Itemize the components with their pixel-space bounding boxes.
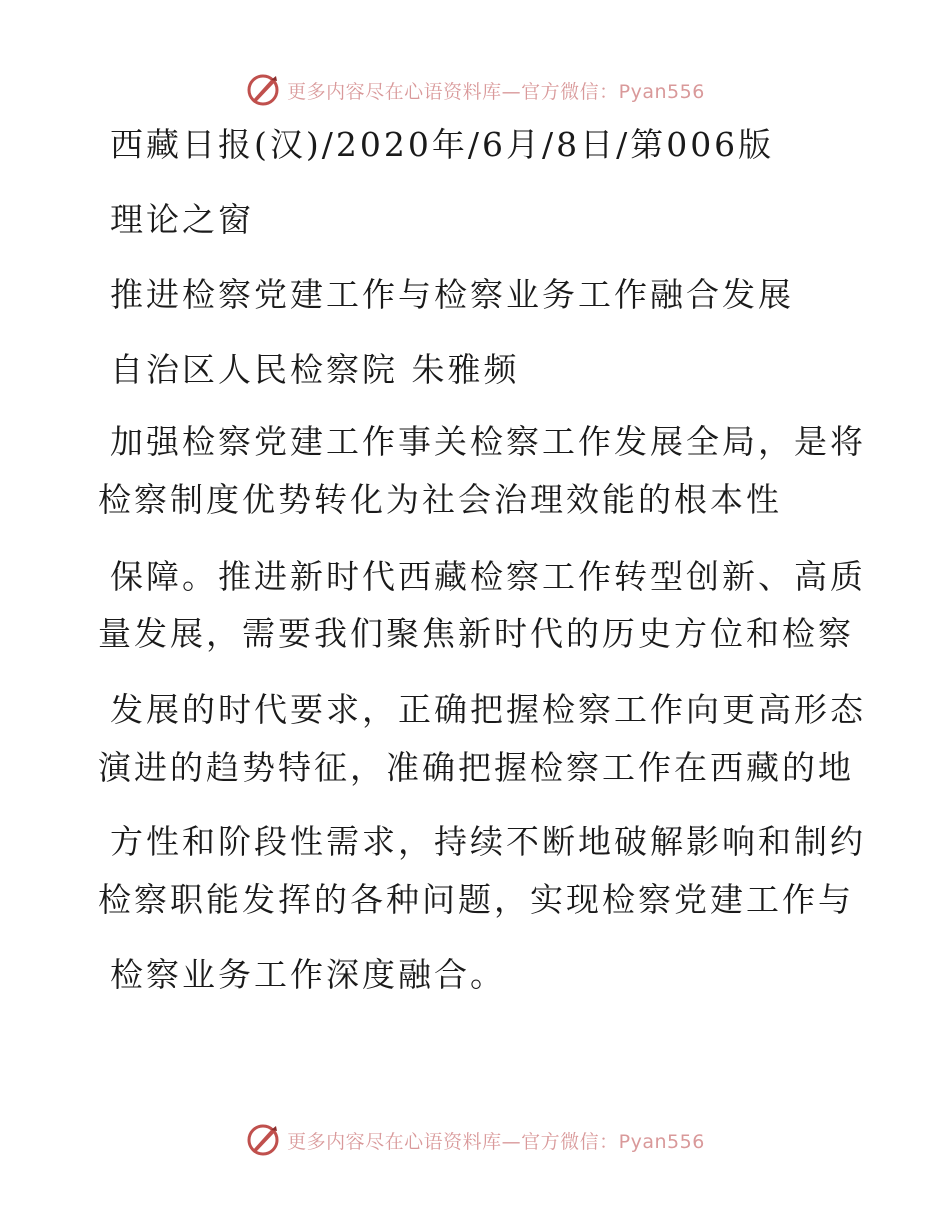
article-title: 推进检察党建工作与检察业务工作融合发展 xyxy=(110,275,794,314)
watermark-banner-top xyxy=(0,70,950,110)
body-line: 加强检察党建工作事关检察工作发展全局，是将 xyxy=(110,422,866,461)
column-name: 理论之窗 xyxy=(110,200,254,239)
body-line: 演进的趋势特征，准确把握检察工作在西藏的地 xyxy=(98,748,854,787)
watermark-text: 更多内容尽在心语资料库—官方微信：Pyan556 xyxy=(287,80,705,103)
watermark-banner-bottom xyxy=(0,1120,950,1160)
author-line: 自治区人民检察院 朱雅频 xyxy=(110,350,520,389)
body-line: 检察制度优势转化为社会治理效能的根本性 xyxy=(98,480,782,519)
quill-seal-logo-icon xyxy=(245,72,281,108)
body-line: 检察职能发挥的各种问题，实现检察党建工作与 xyxy=(98,880,854,919)
watermark-text: 更多内容尽在心语资料库—官方微信：Pyan556 xyxy=(287,1130,705,1153)
body-line: 方性和阶段性需求，持续不断地破解影响和制约 xyxy=(110,822,866,861)
body-line: 量发展，需要我们聚焦新时代的历史方位和检察 xyxy=(98,614,854,653)
body-line: 保障。推进新时代西藏检察工作转型创新、高质 xyxy=(110,557,866,596)
source-line: 西藏日报(汉)/2020年/6月/8日/第006版 xyxy=(110,125,775,164)
body-line: 检察业务工作深度融合。 xyxy=(110,955,506,994)
quill-seal-logo-icon xyxy=(245,1122,281,1158)
body-line: 发展的时代要求，正确把握检察工作向更高形态 xyxy=(110,690,866,729)
